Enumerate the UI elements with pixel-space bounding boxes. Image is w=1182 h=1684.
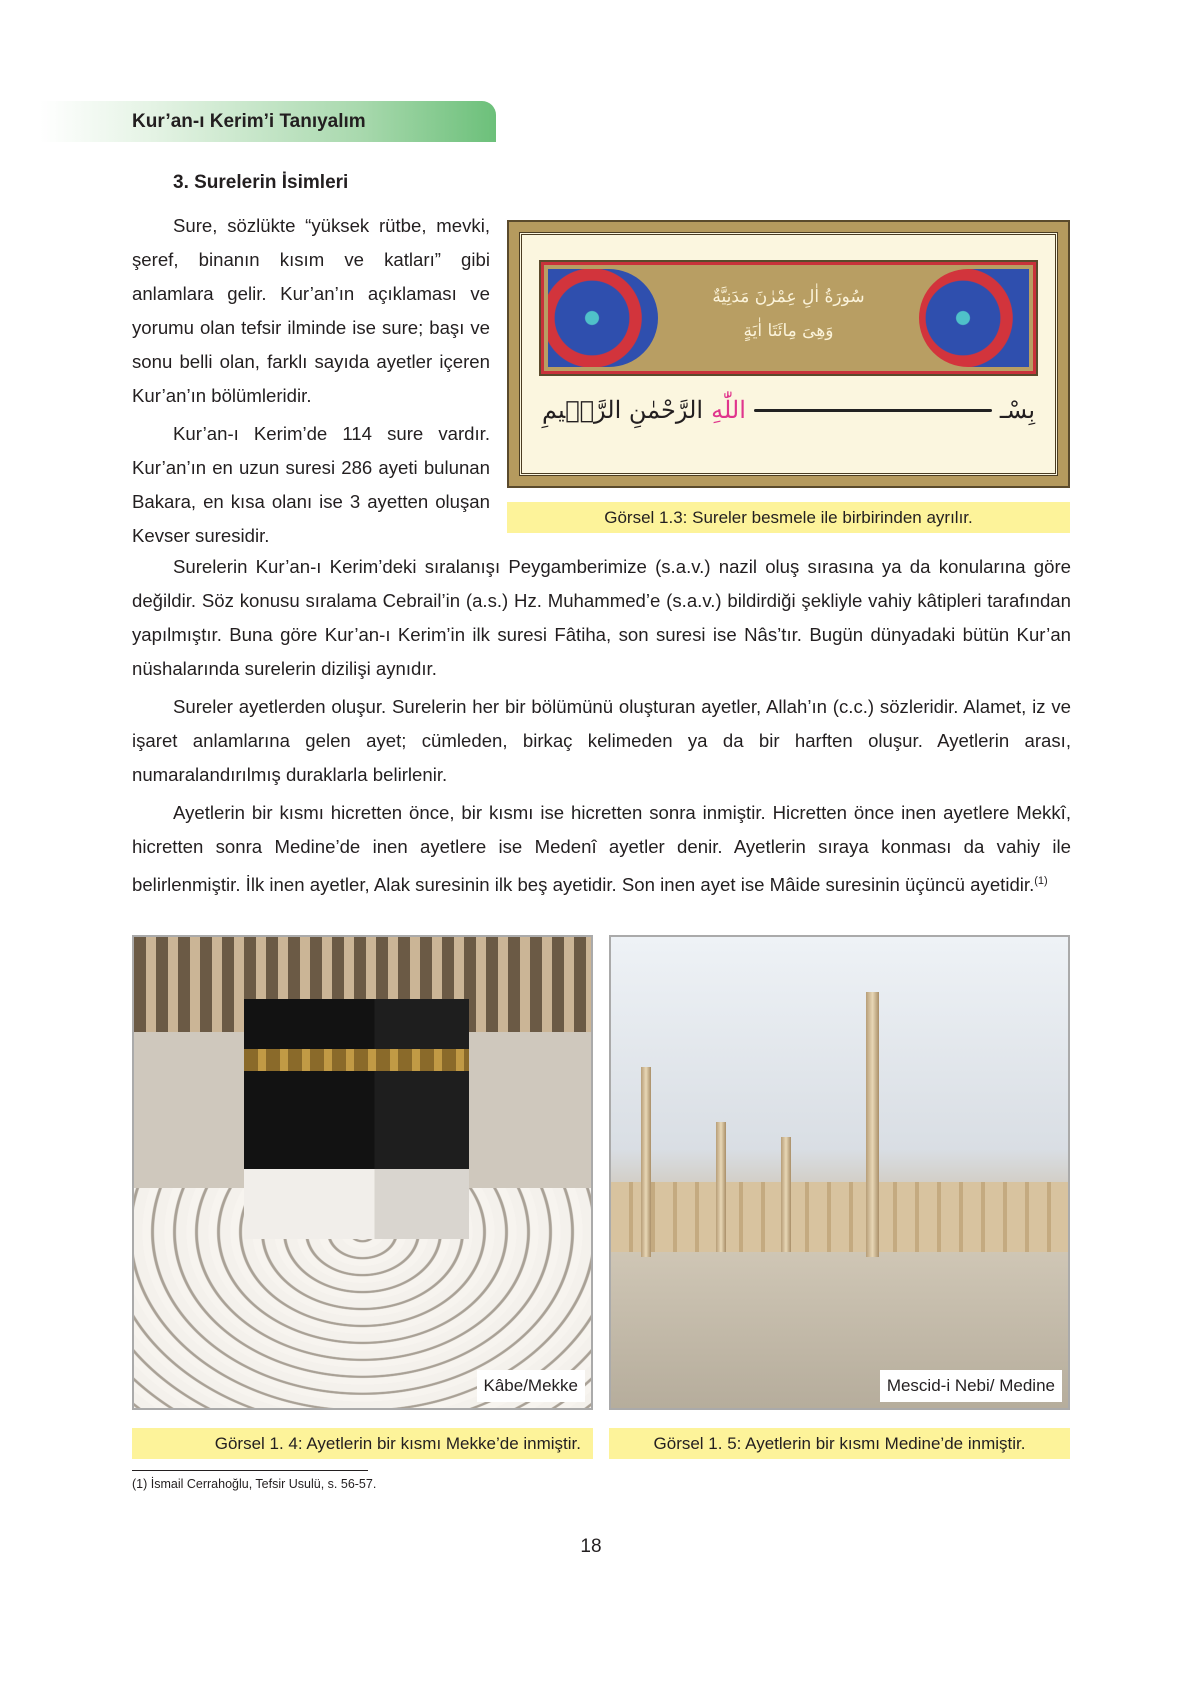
page-number: 18 [580, 1536, 602, 1557]
intro-text [132, 209, 490, 553]
section-heading: 3. Surelerin İsimleri [173, 172, 349, 193]
besmele-allah: اللّٰهِ [711, 396, 746, 424]
sura-verse-count-arabic: وَهِىَ مِائَتَا اٰيَةٍ [743, 321, 834, 341]
paragraph [132, 550, 1071, 686]
besmele-calligraphy [542, 385, 1035, 435]
paragraph-text: Kur’an-ı Kerim’de 114 sure vardır. Kur’an’ın en uzun suresi 286 ayeti bulunan Bakara, en kısa olanı ise 3 ayetten oluşan Kevser suresidir. [132, 423, 490, 546]
photo-label: Kâbe/Mekke [477, 1370, 586, 1402]
figure-caption: Görsel 1. 4: Ayetlerin bir kısmı Mekke’de inmiştir. [132, 1428, 593, 1459]
footnote: (1) İsmail Cerrahoğlu, Tefsir Usulü, s. 56-57. [132, 1477, 377, 1491]
besmele-illumination-image [507, 220, 1070, 488]
kaaba-photo [132, 935, 593, 1410]
paragraph [132, 417, 490, 553]
sura-header-ornament [541, 262, 1036, 374]
paragraph [132, 209, 490, 413]
besmele-part: الرَّحْمٰنِ الرَّح۪يمِ [542, 396, 704, 424]
paragraph-text: Surelerin Kur’an-ı Kerim’deki sıralanışı Peygamberimize (s.a.v.) nazil oluş sırasına ya da konularına göre değildir. Söz konusu sıralama Cebrail’in (a.s.) Hz. Muhammed’e (s.a.v.) bildirdiği şekliyle vahiy kâtipleri tarafından yapılmıştır. Buna göre Kur’an-ı Kerim’in ilk suresi Fâtiha, son suresi ise Nâs’tır. Bugün dünyadaki bütün Kur’an nüshalarında surelerin dizilişi aynıdır. [132, 556, 1071, 679]
paragraph [132, 690, 1071, 792]
sura-title-arabic: سُورَةُ اٰلِ عِمْرٰنَ مَدَنِيَّةٌ [712, 287, 865, 307]
paragraph [132, 796, 1071, 902]
paragraph-text: Ayetlerin bir kısmı hicretten önce, bir kısmı ise hicretten sonra inmiştir. Hicretten önce inen ayetlere Mekkî, hicretten sonra Medine’de inen ayetlere ise Medenî ayetler denir. Ayetlerin sıraya konması da vahiy ile belirlenmiştir. İlk inen ayetler, Alak suresinin ilk beş ayetidir. Son inen ayet ise Mâide suresinin üçüncü ayetidir. [132, 802, 1071, 896]
besmele-part: بِسْـ [999, 396, 1035, 424]
footnote-reference: (1) [1034, 875, 1048, 887]
masjid-nabawi-photo [609, 935, 1070, 1410]
chapter-header [40, 101, 496, 142]
chapter-title: Kur’an-ı Kerim’i Tanıyalım [132, 111, 366, 132]
figure-caption: Görsel 1.3: Sureler besmele ile birbirinden ayrılır. [507, 502, 1070, 533]
paragraph-text: Sure, sözlükte “yüksek rütbe, mevki, şeref, binanın kısım ve katları” gibi anlamlara gelir. Kur’an’ın açıklaması ve yorumu olan tefsir ilminde ise sure; başı ve sonu belli olan, farklı sayıda ayetler içeren Kur’an’ın bölümleridir. [132, 215, 490, 406]
figure-caption: Görsel 1. 5: Ayetlerin bir kısmı Medine’de inmiştir. [609, 1428, 1070, 1459]
paragraph-text: Sureler ayetlerden oluşur. Surelerin her bir bölümünü oluşturan ayetler, Allah’ın (c.c.) sözleridir. Alamet, iz ve işaret anlamlarına gelen ayet; cümleden, birkaç kelimeden ya da bir harften oluşur. Ayetlerin arası, numaralandırılmış duraklarla belirlenir. [132, 696, 1071, 785]
photo-label: Mescid-i Nebi/ Medine [880, 1370, 1062, 1402]
footnote-divider [132, 1470, 368, 1471]
